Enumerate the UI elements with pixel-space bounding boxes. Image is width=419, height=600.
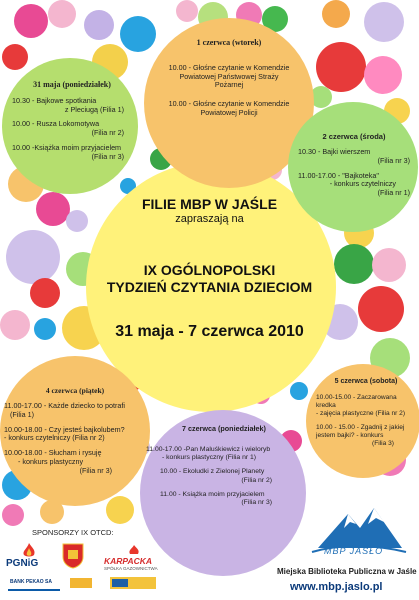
- event-item: 11.00-17.00 - Każde dziecko to potrafi (Filia 1): [4, 401, 125, 419]
- event-item: 10.00-15.00 - Zaczarowana kredka - zajęcia plastyczne (Filia nr 2): [316, 393, 406, 417]
- event-item: 11.00-17.00 -Pan Maluśkiewicz i wieloryb - konkurs plastyczny (Filia nr 1): [146, 445, 271, 462]
- event-item: 10.00 - Głośne czytanie w Komendzie Powiatowej Państwowej Straży Pożarnej: [168, 62, 290, 90]
- events-jun2: [298, 132, 410, 204]
- event-name-line2: TYDZIEŃ CZYTANIA DZIECIOM: [106, 279, 313, 295]
- mbp-logo-text: MBP JASŁO: [324, 546, 384, 556]
- dot: [84, 10, 114, 40]
- dot: [176, 0, 198, 22]
- day-title: 31 maja (poniedziałek): [33, 80, 111, 89]
- dot: [48, 0, 76, 28]
- event-item: 11.00-17.00 - "Bajkoteka" - konkurs czytelniczy (Filia nr 1): [298, 170, 410, 198]
- library-name: Miejska Biblioteka Publiczna w Jaśle: [277, 567, 417, 576]
- event-dates: 31 maja - 7 czerwca 2010: [115, 323, 304, 340]
- day-title: 5 czerwca (sobota): [334, 378, 398, 385]
- event-item: 10.00 - Rusza Lokomotywa (Filia nr 2): [12, 119, 124, 138]
- event-item: 10.00 -Książka moim przyjacielem (Filia nr 3): [12, 142, 124, 161]
- dot: [316, 42, 366, 92]
- event-item: 10.30 - Bajkowe spotkania z Pleciugą (Filia 1): [12, 95, 124, 114]
- mountain-icon: [304, 500, 408, 566]
- events-jun4: [4, 386, 146, 482]
- dot: [322, 0, 350, 28]
- events-jun5: [316, 378, 416, 454]
- dot: [2, 504, 24, 526]
- dot: [290, 382, 308, 400]
- event-item: 10.00 - Głośne czytanie w Komendzie Powiatowej Policji: [168, 99, 290, 117]
- flame-icon: [20, 543, 38, 557]
- event-name-line1: IX OGÓLNOPOLSKI: [143, 262, 276, 278]
- dot: [14, 4, 48, 38]
- dot: [2, 44, 28, 70]
- day-title: 2 czerwca (środa): [322, 132, 386, 141]
- day-title: 1 czerwca (wtorek): [196, 38, 262, 47]
- events-jun7: [146, 425, 302, 513]
- sponsors-title: SPONSORZY IX OTCD:: [32, 528, 114, 537]
- day-title: 7 czerwca (poniedziałek): [182, 424, 266, 433]
- sponsor-logo: [110, 575, 156, 591]
- events-may31: [12, 80, 132, 167]
- crest-icon: [62, 543, 84, 569]
- karpacka-logo: KARPACKA SPÓŁKA GAZOWNICTWA: [100, 545, 170, 571]
- mbp-logo: [304, 500, 408, 566]
- day-title: 4 czerwca (piątek): [45, 386, 105, 395]
- dot: [106, 496, 134, 524]
- event-item: 10.30 - Bajki wierszem (Filia nr 3): [298, 147, 410, 165]
- main-title: FILIE MBP W JAŚLE: [141, 196, 278, 212]
- flame-icon: [124, 545, 144, 555]
- event-item: 11.00 - Książka moim przyjacielem (Filia nr 3): [160, 490, 272, 507]
- event-item: 10.00-18.00 - Czy jesteś bajkolubem? - konkurs czytelniczy (Filia nr 2): [4, 424, 125, 443]
- event-item: 10.00-18.00 - Słucham i rysuję - konkurs plastyczny (Filia nr 3): [4, 448, 112, 475]
- dot: [364, 56, 402, 94]
- event-item: 10.00 - Ekoludki z Zielonej Planety (Filia nr 2): [160, 468, 272, 484]
- events-jun1: [148, 38, 310, 124]
- event-item: 10.00 - 15.00 - Zgadnij z jakiej jestem bajki? - konkurs (Filia 3): [316, 423, 405, 447]
- dot: [364, 2, 404, 42]
- pekao-logo: BANK PEKAO SA: [8, 577, 60, 591]
- website-link[interactable]: www.mbp.jaslo.pl: [290, 581, 383, 593]
- main-subtitle: zapraszają na: [175, 213, 244, 225]
- sponsor-logo: [68, 575, 94, 591]
- pgnig-logo: PGNiG: [6, 543, 52, 571]
